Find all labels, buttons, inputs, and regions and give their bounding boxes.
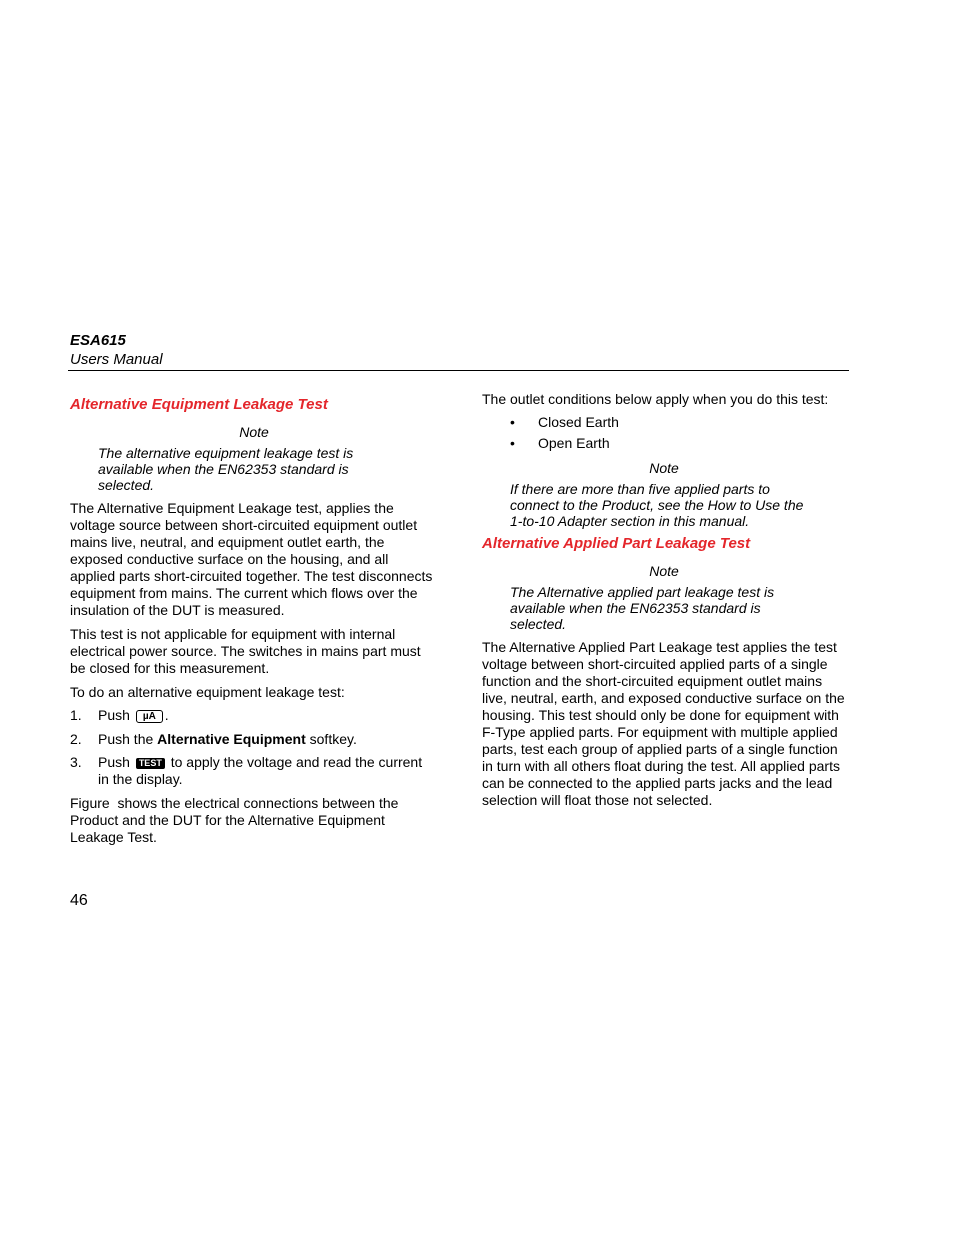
bullet-item (482, 435, 850, 455)
step-text: in the display. (98, 771, 183, 787)
step-2 (70, 731, 438, 751)
text-line: exposed conductive surface on the housing, and all (70, 551, 389, 567)
text-line: can be connected to the applied parts jacks and the lead (482, 775, 833, 791)
section-heading-alt-applied-part: Alternative Applied Part Leakage Test (482, 535, 751, 552)
step-body (98, 754, 438, 788)
step-number: 1. (70, 707, 82, 723)
step-number: 3. (70, 754, 82, 770)
test-key-icon: TEST (136, 758, 165, 769)
bullet-icon: • (510, 435, 515, 451)
note-text (510, 584, 774, 633)
note-line: available when the EN62353 standard is (98, 461, 349, 477)
step-body (98, 731, 438, 748)
text-line: This test is not applicable for equipment with internal (70, 626, 396, 642)
text-line: function and the short-circuited equipment outlet mains (482, 673, 823, 689)
paragraph-procedure-intro: To do an alternative equipment leakage test: (70, 684, 345, 700)
note-line: The alternative equipment leakage test is (98, 445, 354, 461)
text-line: be closed for this measurement. (70, 660, 270, 676)
microamp-key-icon: µA (136, 710, 163, 723)
text-line: The Alternative Equipment Leakage test, applies the (70, 500, 394, 516)
text-line: Leakage Test. (70, 829, 157, 845)
step-text: Push (98, 754, 130, 770)
text-line: F-Type applied parts. For equipment with multiple applied (482, 724, 838, 740)
note-text (510, 481, 803, 530)
paragraph-description (70, 500, 432, 619)
text-line: insulation of the DUT is measured. (70, 602, 285, 618)
header-divider (68, 370, 849, 371)
note-line: If there are more than five applied parts to (510, 481, 770, 497)
step-text: . (164, 707, 169, 723)
step-text: to apply the voltage and read the current (170, 754, 423, 770)
bullet-item (482, 414, 850, 434)
paragraph-outlet-conditions: The outlet conditions below apply when you do this test: (482, 391, 829, 407)
note-label: Note (649, 563, 679, 579)
step-text: Push (98, 707, 130, 723)
text-line: selection will float those not selected. (482, 792, 713, 808)
page-number: 46 (70, 892, 88, 909)
text-line: mains live, neutral, and equipment outlet earth, the (70, 534, 385, 550)
section-heading-alt-equipment: Alternative Equipment Leakage Test (70, 396, 328, 413)
note-line: selected. (98, 477, 155, 493)
note-line: selected. (510, 616, 567, 632)
text-line: applied parts short-circuited together. The test disconnects (70, 568, 433, 584)
note-line: 1-to-10 Adapter section in this manual. (510, 513, 750, 529)
step-3 (70, 754, 438, 794)
text-line: voltage between short-circuited applied parts of a single (482, 656, 828, 672)
paragraph-figure-reference (70, 795, 398, 846)
step-1 (70, 707, 438, 727)
softkey-name: Alternative Equipment (157, 731, 306, 747)
text-line: electrical power source. The switches in mains part must (70, 643, 421, 659)
note-line: available when the EN62353 standard is (510, 600, 761, 616)
text-line: in turn with all others float during the test. All applied parts (482, 758, 840, 774)
step-text: softkey. (305, 731, 357, 747)
note-line: The Alternative applied part leakage test is (510, 584, 775, 600)
text-line: housing. This test should only be done for equipment with (482, 707, 839, 723)
manual-title: ESA615 (70, 332, 126, 349)
paragraph-applicability (70, 626, 421, 677)
step-text: Push the (98, 731, 158, 747)
text-line: Product and the DUT for the Alternative Equipment (70, 812, 385, 828)
note-text (98, 445, 353, 494)
note-label: Note (239, 424, 269, 440)
paragraph-applied-part-description (482, 639, 845, 809)
text-line: Figure shows the electrical connections between the (70, 795, 399, 811)
manual-subtitle: Users Manual (70, 351, 163, 368)
bullet-text: Open Earth (538, 435, 610, 451)
text-line: equipment from mains. The current which flows over the (70, 585, 418, 601)
text-line: live, neutral, earth, and exposed conductive surface on the (482, 690, 845, 706)
text-line: parts, test each group of applied parts of a single function (482, 741, 838, 757)
bullet-text: Closed Earth (538, 414, 619, 430)
text-line: voltage source between short-circuited equipment outlet (70, 517, 418, 533)
step-number: 2. (70, 731, 82, 747)
note-line: connect to the Product, see the How to Use the (510, 497, 804, 513)
bullet-icon: • (510, 414, 515, 430)
step-body (98, 707, 438, 724)
text-line: The Alternative Applied Part Leakage test applies the test (482, 639, 837, 655)
note-label: Note (649, 460, 679, 476)
